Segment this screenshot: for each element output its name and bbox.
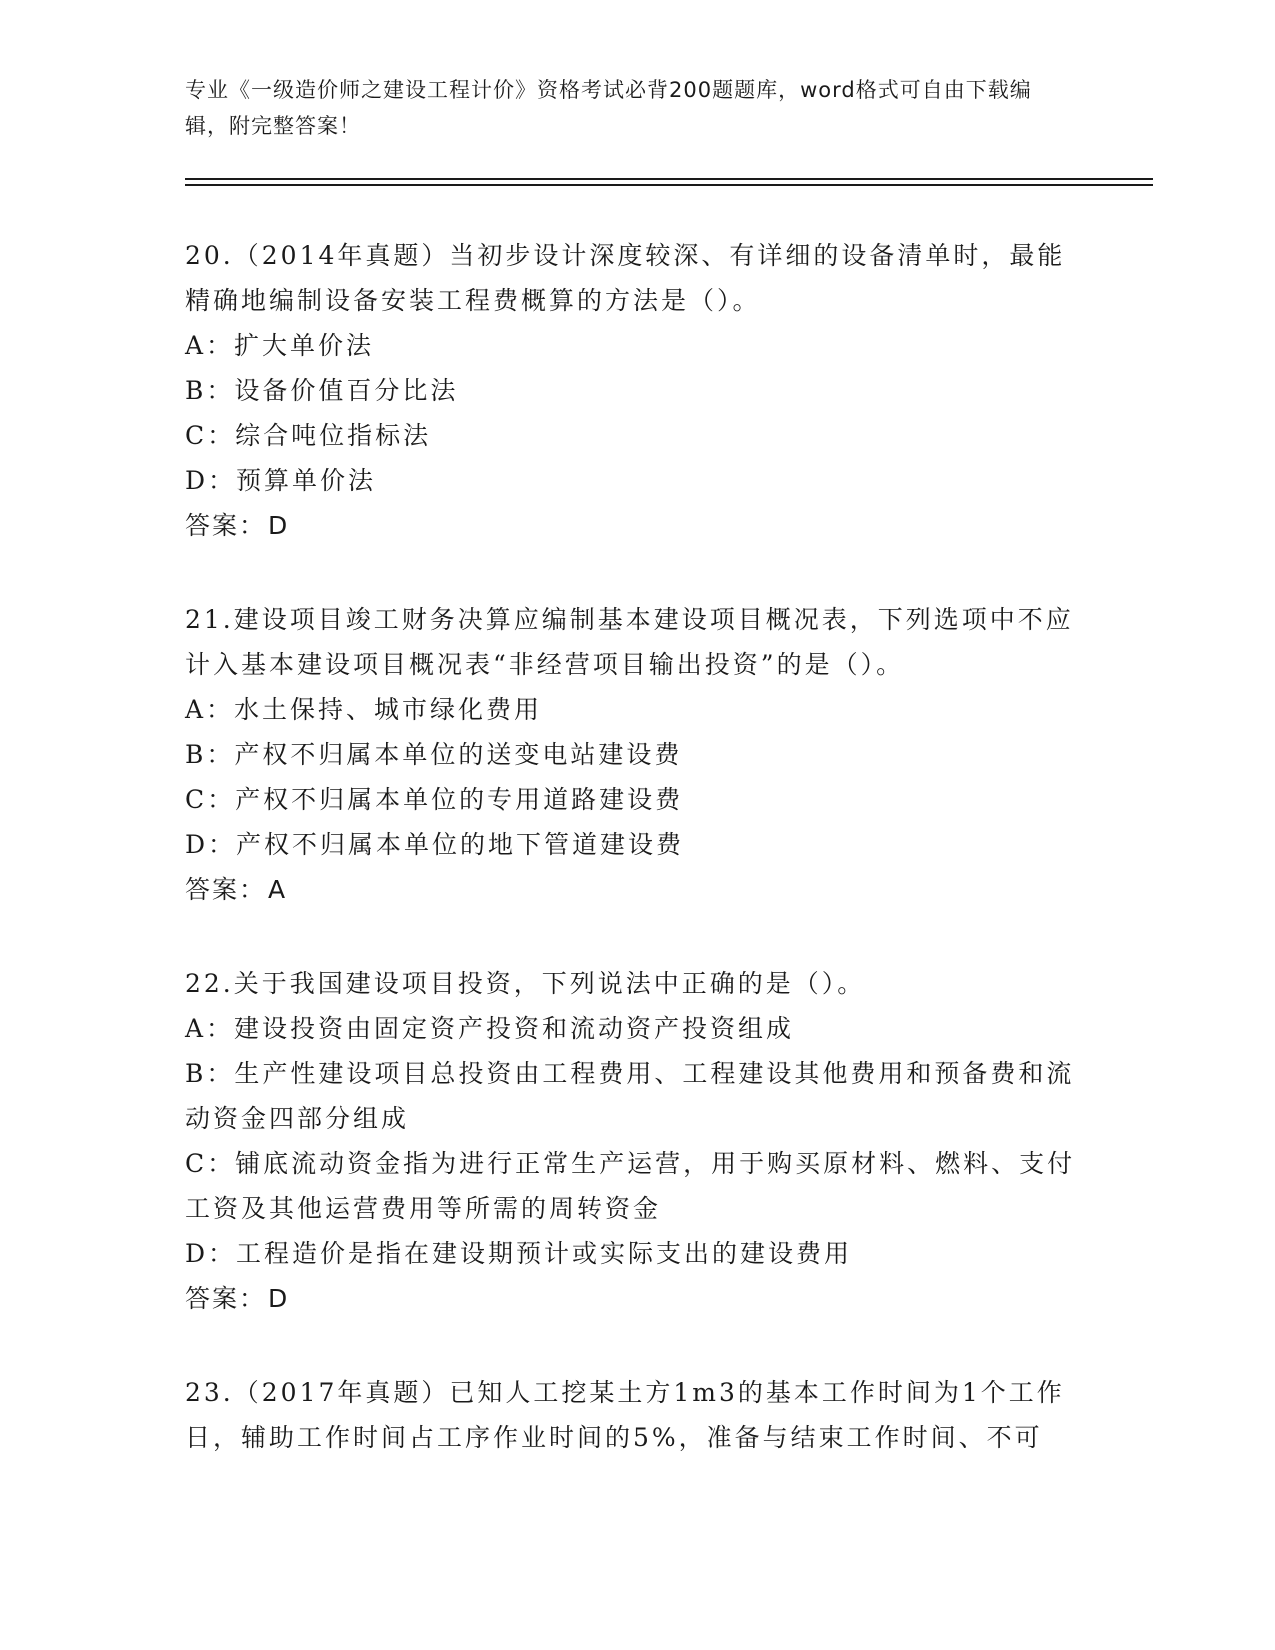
option-a: A：建设投资由固定资产投资和流动资产投资组成 xyxy=(185,1014,795,1043)
question-stem: 23.（2017年真题）已知人工挖某土方1m3的基本工作时间为1个工作日，辅助工作时间占工序作业时间的5%，准备与结束工作时间、不可 xyxy=(185,1378,1065,1452)
option-b: B：产权不归属本单位的送变电站建设费 xyxy=(185,740,683,769)
answer-line xyxy=(185,503,1085,548)
header-divider-bottom xyxy=(185,184,1153,186)
option-b: B：生产性建设项目总投资由工程费用、工程建设其他费用和预备费和流动资金四部分组成 xyxy=(185,1059,1075,1133)
option-d: D：产权不归属本单位的地下管道建设费 xyxy=(185,830,685,859)
answer-line xyxy=(185,867,1085,912)
question-stem: 22.关于我国建设项目投资，下列说法中正确的是（）。 xyxy=(185,969,866,998)
option-d: D：工程造价是指在建设期预计或实际支出的建设费用 xyxy=(185,1239,853,1268)
question-20 xyxy=(185,233,1085,548)
option-b: B：设备价值百分比法 xyxy=(185,376,459,405)
answer-label: 答案： xyxy=(185,875,267,904)
answer-value: A xyxy=(268,875,288,904)
question-22 xyxy=(185,961,1085,1321)
option-d: D：预算单价法 xyxy=(185,466,377,495)
answer-label: 答案： xyxy=(185,1284,267,1313)
option-a: A：扩大单价法 xyxy=(185,331,375,360)
option-c: C：铺底流动资金指为进行正常生产运营，用于购买原材料、燃料、支付工资及其他运营费用等所需的周转资金 xyxy=(185,1149,1076,1223)
answer-line xyxy=(185,1276,1085,1321)
question-21 xyxy=(185,597,1085,912)
answer-value: D xyxy=(268,511,290,540)
question-stem: 20.（2014年真题）当初步设计深度较深、有详细的设备清单时，最能精确地编制设备安装工程费概算的方法是（）。 xyxy=(185,241,1066,315)
question-stem: 21.建设项目竣工财务决算应编制基本建设项目概况表，下列选项中不应计入基本建设项目概况表“非经营项目输出投资”的是（）。 xyxy=(185,605,1074,679)
question-23 xyxy=(185,1370,1085,1460)
document-header: 专业《一级造价师之建设工程计价》资格考试必背200题题库，word格式可自由下载编辑，附完整答案！ xyxy=(185,78,1032,138)
option-c: C：综合吨位指标法 xyxy=(185,421,432,450)
header-divider-top xyxy=(185,178,1153,180)
option-a: A：水土保持、城市绿化费用 xyxy=(185,695,543,724)
answer-label: 答案： xyxy=(185,511,267,540)
answer-value: D xyxy=(268,1284,290,1313)
option-c: C：产权不归属本单位的专用道路建设费 xyxy=(185,785,684,814)
